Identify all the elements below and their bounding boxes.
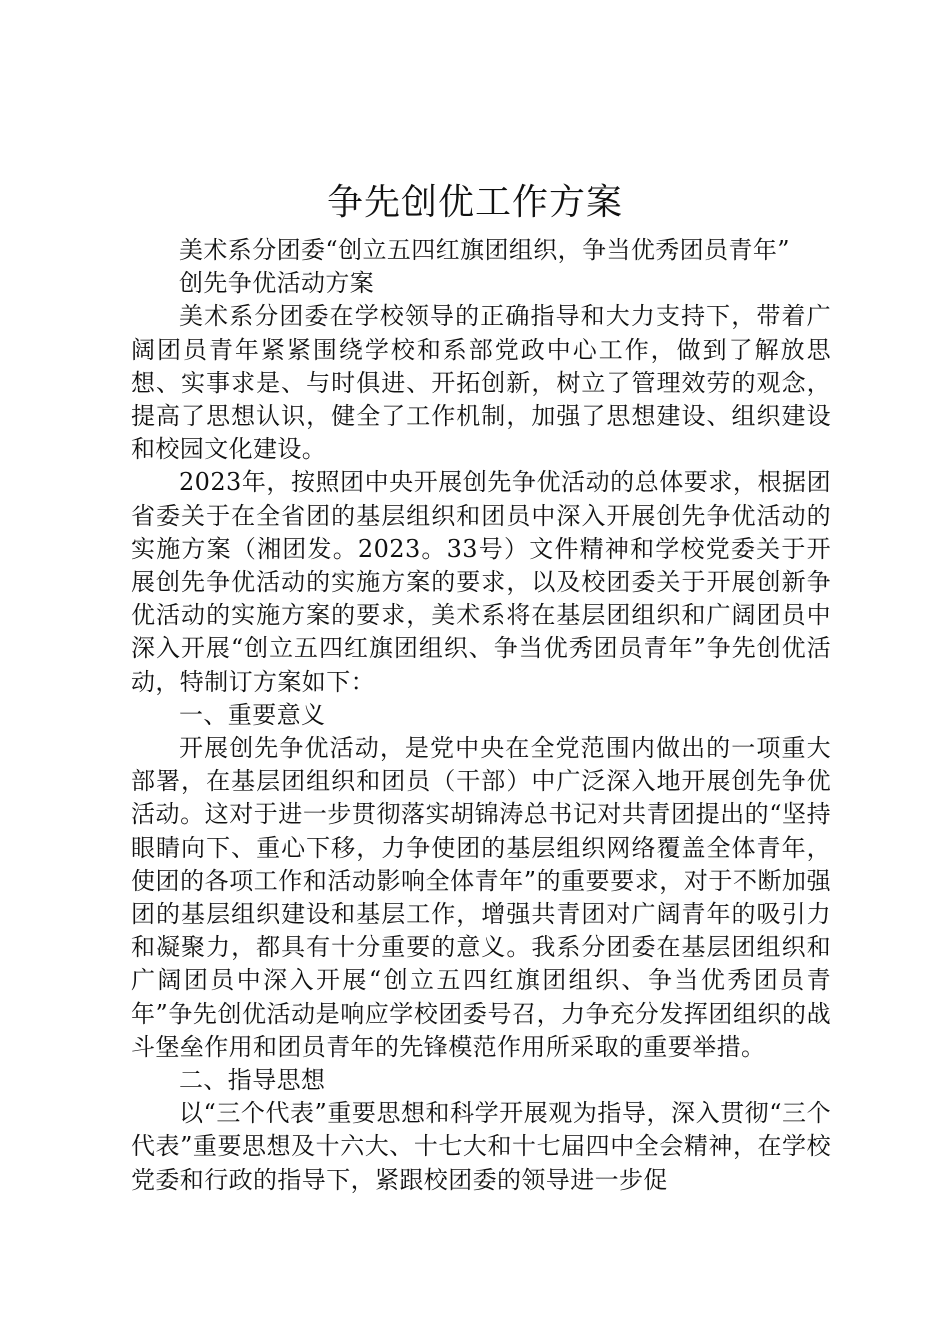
body-paragraph: 美术系分团委在学校领导的正确指导和大力支持下，带着广阔团员青年紧紧围绕学校和系部党政中心工作，做到了解放思想、实事求是、与时俱进、开拓创新，树立了管理效劳的观念，提高了思想认识，健全了工作机制，加强了思想建设、组织建设和校园文化建设。 bbox=[131, 302, 831, 464]
document-body bbox=[131, 234, 831, 1197]
subtitle-paragraph-2: 创先争优活动方案 bbox=[179, 269, 375, 298]
subtitle-paragraph: 美术系分团委“创立五四红旗团组织，争当优秀团员青年” bbox=[179, 236, 790, 264]
body-paragraph: 以“三个代表”重要思想和科学开展观为指导，深入贯彻“三个代表”重要思想及十六大、十七大和十七届四中全会精神，在学校党委和行政的指导下，紧跟校团委的领导进一步促 bbox=[131, 1099, 831, 1194]
body-paragraph: 2023年，按照团中央开展创先争优活动的总体要求，根据团省委关于在全省团的基层组织和团员中深入开展创先争优活动的实施方案（湘团发。2023。33号）文件精神和学校党委关于开展创先争优活动的实施方案的要求，以及校团委关于开展创新争优活动的实施方案的要求，美术系将在基层团组织和广阔团员中深入开展“创立五四红旗团组织、争当优秀团员青年”争先创优活动，特制订方案如下： bbox=[131, 468, 831, 696]
document-title: 争先创优工作方案 bbox=[326, 182, 623, 223]
section-heading: 一、重要意义 bbox=[179, 700, 326, 729]
section-heading: 二、指导思想 bbox=[179, 1066, 326, 1095]
body-paragraph: 开展创先争优活动，是党中央在全党范围内做出的一项重大部署，在基层团组织和团员（干部）中广泛深入地开展创先争优活动。这对于进一步贯彻落实胡锦涛总书记对共青团提出的“坚持眼睛向下、重心下移，力争使团的基层组织网络覆盖全体青年，使团的各项工作和活动影响全体青年”的重要要求，对于不断加强团的基层组织建设和基层工作，增强共青团对广阔青年的吸引力和凝聚力，都具有十分重要的意义。我系分团委在基层团组织和广阔团员中深入开展“创立五四红旗团组织、争当优秀团员青年”争先创优活动是响应学校团委号召，力争充分发挥团组织的战斗堡垒作用和团员青年的先锋模范作用所采取的重要举措。 bbox=[131, 734, 831, 1061]
